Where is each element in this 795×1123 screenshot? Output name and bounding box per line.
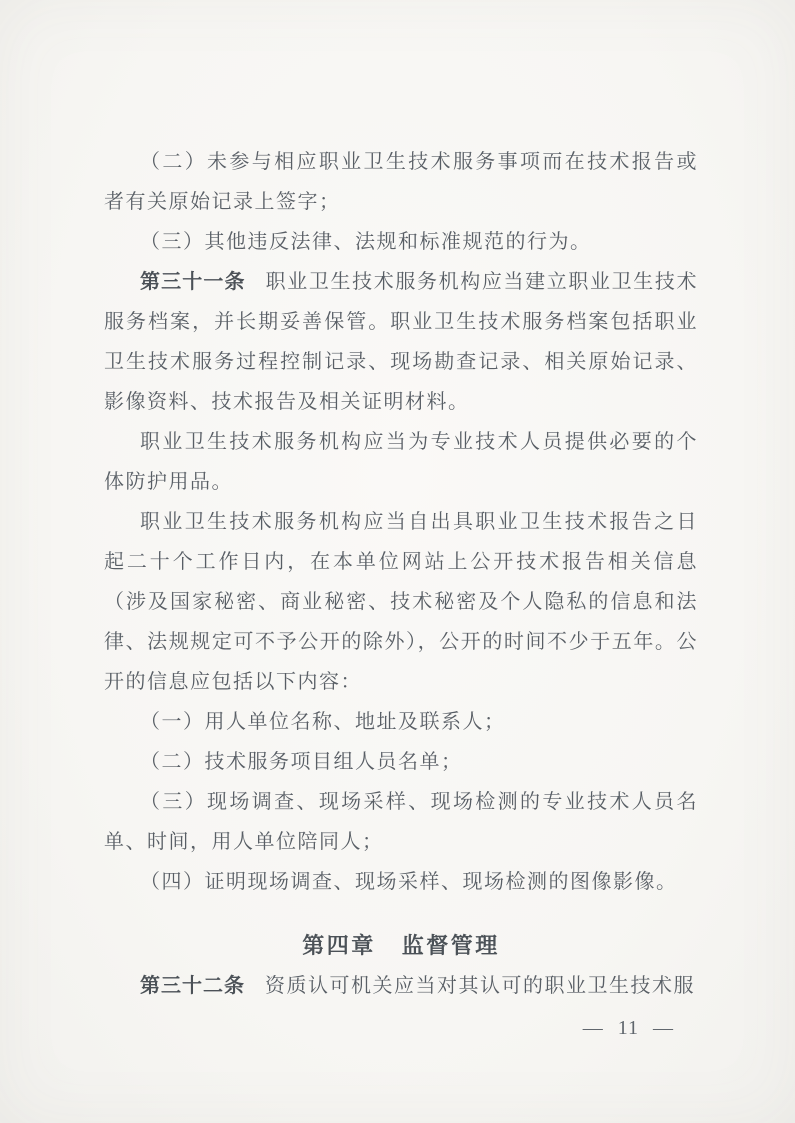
paragraph-disclosure-text: 职业卫生技术服务机构应当自出具职业卫生技术报告之日起二十个工作日内，在本单位网站上公开技术报告相关信息（涉及国家秘密、商业秘密、技术秘密及个人隐私的信息和法律、法规规定可不予公开的除外），公开的时间不少于五年。公开的信息应包括以下内容： bbox=[104, 511, 698, 693]
item-2-project-team bbox=[104, 742, 698, 782]
clause-ii-signing bbox=[104, 142, 698, 222]
paragraph-protective-equipment bbox=[104, 422, 698, 502]
paragraph-disclosure bbox=[104, 502, 698, 702]
article-31 bbox=[104, 262, 698, 422]
item-3-personnel-list bbox=[104, 782, 698, 862]
item-2-text: （二）技术服务项目组人员名单； bbox=[140, 751, 463, 773]
article-31-number: 第三十一条 bbox=[140, 271, 246, 293]
item-1-text: （一）用人单位名称、地址及联系人； bbox=[140, 711, 506, 733]
item-4-text: （四）证明现场调查、现场采样、现场检测的图像影像。 bbox=[140, 871, 678, 893]
chapter-4-heading bbox=[104, 926, 698, 966]
document-body bbox=[104, 142, 698, 1006]
page-number-value: 11 bbox=[617, 1017, 639, 1039]
chapter-4-title: 监督管理 bbox=[401, 933, 500, 958]
article-32 bbox=[104, 966, 698, 1006]
paragraph-protective-equipment-text: 职业卫生技术服务机构应当为专业技术人员提供必要的个体防护用品。 bbox=[104, 431, 698, 493]
item-1-employer-info bbox=[104, 702, 698, 742]
page-number bbox=[583, 1014, 674, 1042]
clause-iii-other-violations bbox=[104, 222, 698, 262]
page-number-dash-right: — bbox=[653, 1017, 674, 1039]
item-3-text: （三）现场调查、现场采样、现场检测的专业技术人员名单、时间，用人单位陪同人； bbox=[104, 791, 698, 853]
clause-ii-text: （二）未参与相应职业卫生技术服务事项而在技术报告或者有关原始记录上签字； bbox=[104, 151, 698, 213]
article-32-text: 资质认可机关应当对其认可的职业卫生技术服 bbox=[265, 975, 695, 997]
clause-iii-text: （三）其他违反法律、法规和标准规范的行为。 bbox=[140, 231, 592, 253]
article-31-text: 职业卫生技术服务机构应当建立职业卫生技术服务档案，并长期妥善保管。职业卫生技术服务档案包括职业卫生技术服务过程控制记录、现场勘查记录、相关原始记录、影像资料、技术报告及相关证明材料。 bbox=[104, 271, 698, 413]
item-4-site-images bbox=[104, 862, 698, 902]
page-number-dash-left: — bbox=[582, 1017, 604, 1039]
chapter-4-label: 第四章 bbox=[302, 933, 376, 958]
article-32-number: 第三十二条 bbox=[140, 975, 245, 997]
